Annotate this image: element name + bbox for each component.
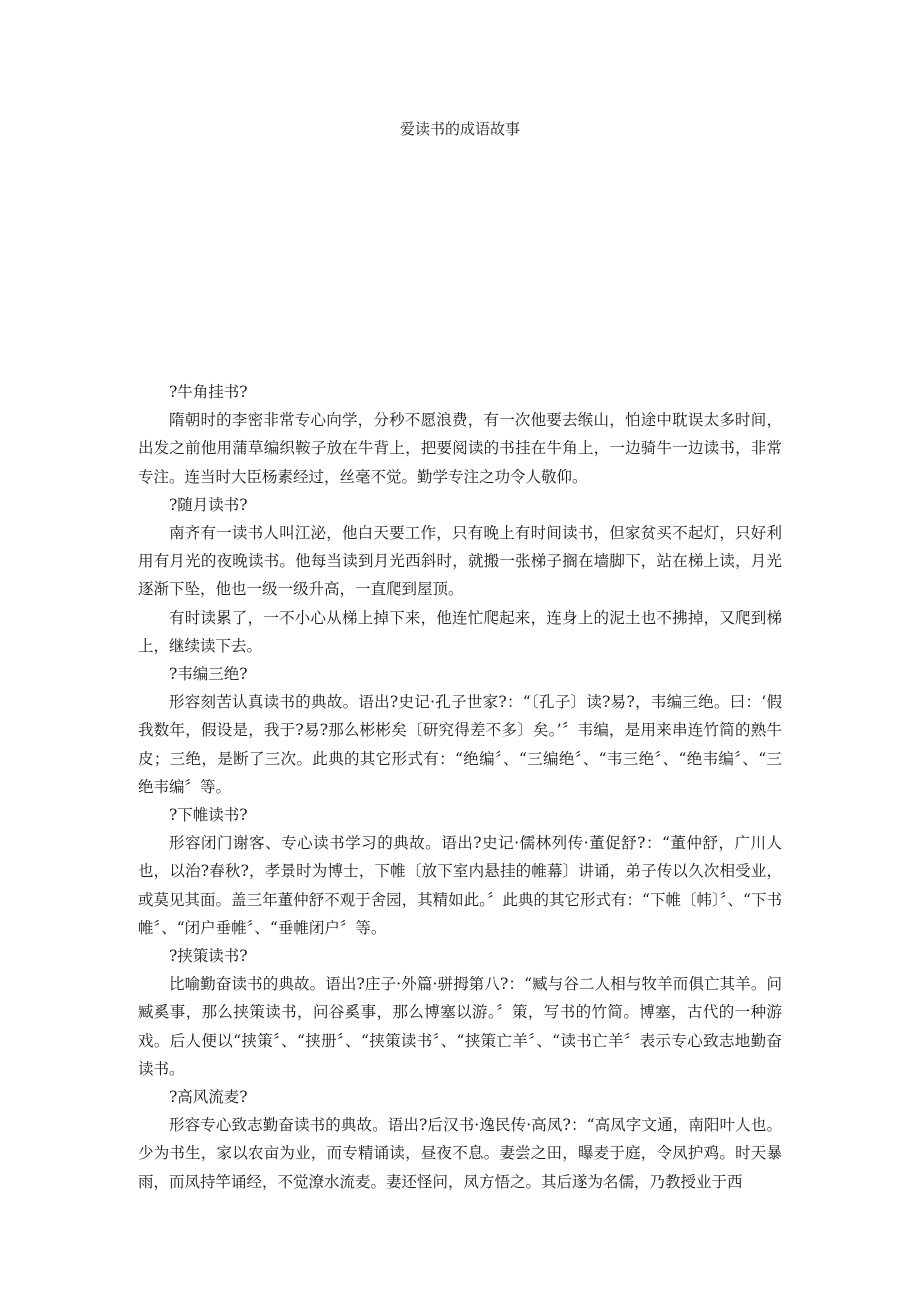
heading-gao-feng-liu-mai: ?高风流麦? (169, 1088, 248, 1107)
paragraph: 有时读累了，一不小心从梯上掉下来，他连忙爬起来，连身上的泥土也不拂掉，又爬到梯上，继续读下去。 (138, 608, 782, 655)
paragraph: 比喻勤奋读书的典故。语出?庄子·外篇·骈拇第八?：“臧与谷二人相与牧羊而俱亡其羊。问臧奚事，那么挟策读书，问谷奚事，那么博塞以游。〞策，写书的竹简。博塞，古代的一种游戏。后人便以“挟策〞、“挟册〞、“挟策读书〞、“挟策亡羊〞、“读书亡羊〞表示专心致志地勤奋读书。 (138, 975, 782, 1078)
paragraph: 隋朝时的李密非常专心向学，分秒不愿浪费，有一次他要去缑山，怕途中耽误太多时间，出发之前他用蒲草编织鞍子放在牛背上，把要阅读的书挂在牛角上，一边骑牛一边读书，非常专注。连当时大臣杨素经过，丝毫不觉。勤学专注之功令人敬仰。 (138, 411, 782, 486)
paragraph: 南齐有一读书人叫江泌，他白天要工作，只有晚上有时间读书，但家贫买不起灯，只好利用有月光的夜晚读书。他每当读到月光西斜时，就搬一张梯子搁在墙脚下，站在梯上读，月光逐渐下坠，他也一级一级升高，一直爬到屋顶。 (138, 524, 782, 599)
paragraph: 形容闭门谢客、专心读书学习的典故。语出?史记·儒林列传·董促舒?：“董仲舒，广川人也，以治?春秋?，孝景时为博士，下帷〔放下室内悬挂的帷幕〕讲诵，弟子传以久次相受业，或莫见其面。盖三年董仲舒不观于舍园，其精如此。〞此典的其它形式有：“下帷〔帏〕〞、“下书帷〞、“闭户垂帷〞、“垂帷闭户〞等。 (138, 834, 782, 937)
heading-xie-ce-du-shu: ?挟策读书? (169, 947, 248, 966)
heading-xia-wei-du-shu: ?下帷读书? (169, 806, 248, 825)
document-body (138, 378, 782, 1196)
heading-niu-jiao-gua-shu: ?牛角挂书? (169, 383, 248, 401)
heading-wei-bian-san-jue: ?韦编三绝? (169, 665, 248, 684)
paragraph: 形容刻苦认真读书的典故。语出?史记·孔子世家?：“〔孔子〕读?易?，韦编三绝。曰：‘假我数年，假设是，我于?易?那么彬彬矣〔研究得差不多〕矣。’〞韦编，是用来串连竹简的熟牛皮；三绝，是断了三次。此典的其它形式有：“绝编〞、“三编绝〞、“韦三绝〞、“绝韦编〞、“三绝韦编〞等。 (138, 693, 782, 796)
document-title: 爱读书的成语故事 (399, 120, 520, 138)
paragraph: 形容专心致志勤奋读书的典故。语出?后汉书·逸民传·高凤?：“高凤字文通，南阳叶人也。少为书生，家以农亩为业，而专精诵读，昼夜不息。妻尝之田，曝麦于庭，令凤护鸡。时天暴雨，而凤持竿诵经，不觉潦水流麦。妻还怪问，凤方悟之。其后遂为名儒，乃教授业于西 (138, 1116, 782, 1191)
heading-sui-yue-du-shu: ?随月读书? (169, 495, 248, 514)
